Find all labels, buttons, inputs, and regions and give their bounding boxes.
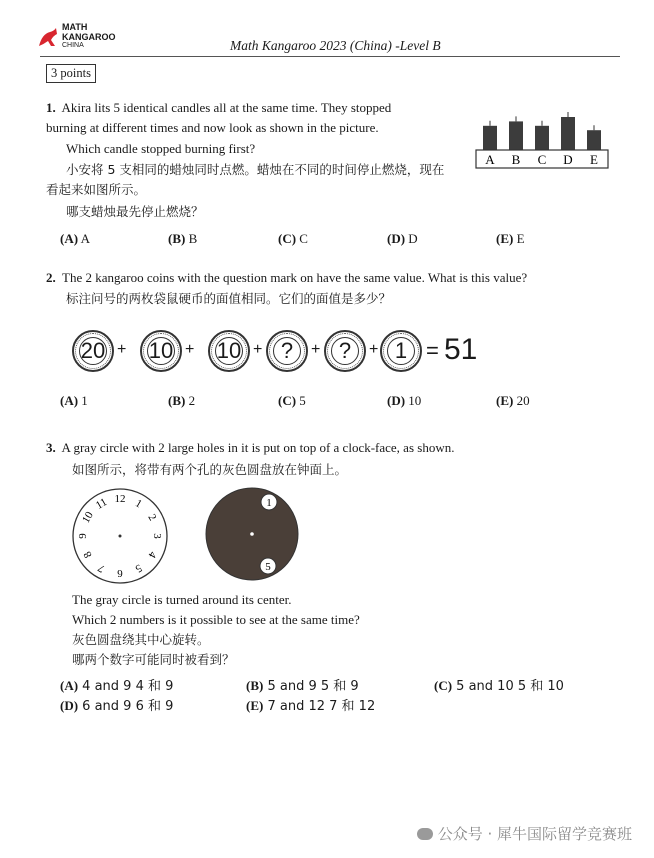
option-letter: (E) bbox=[246, 698, 264, 713]
candle-b bbox=[509, 121, 523, 150]
disk-hole-1 bbox=[261, 494, 277, 510]
logo-text-math: MATH bbox=[62, 22, 88, 32]
q2-option-a[interactable] bbox=[60, 393, 88, 409]
option-letter: (C) bbox=[278, 393, 297, 408]
coin-value: ? bbox=[273, 337, 301, 365]
candle-label-d: D bbox=[563, 152, 573, 167]
coin-20 bbox=[72, 330, 114, 372]
option-letter: (B) bbox=[168, 231, 186, 246]
option-text: 6 and 9 6 和 9 bbox=[78, 699, 174, 714]
candle-label-b: B bbox=[511, 152, 521, 167]
coin-value: 1 bbox=[387, 337, 415, 365]
coin-value: 10 bbox=[216, 338, 242, 363]
q2-en-line1: The 2 kangaroo coins with the question mark on have the same value. What is this value? bbox=[62, 270, 528, 285]
watermark-text: 公众号 · 犀牛国际留学竞赛班 bbox=[437, 825, 632, 843]
clock-number-5: 5 bbox=[133, 561, 144, 575]
coin-10 bbox=[208, 330, 250, 372]
watermark bbox=[417, 823, 632, 844]
coin-10 bbox=[140, 330, 182, 372]
q3-cn-line3: 哪两个数字可能同时被看到？ bbox=[72, 652, 235, 667]
page-title: Math Kangaroo 2023 (China) -Level B bbox=[230, 38, 441, 53]
candle-label-e: E bbox=[590, 152, 598, 167]
q1-option-a[interactable] bbox=[60, 231, 90, 247]
q1-en-line1: Akira lits 5 identical candles all at the same time. They stopped bbox=[61, 100, 392, 115]
clock-number-7: 7 bbox=[96, 561, 107, 575]
q3-option-c[interactable] bbox=[434, 678, 564, 695]
q3-line1 bbox=[46, 440, 454, 456]
points-label: 3 points bbox=[46, 64, 96, 83]
option-letter: (A) bbox=[60, 678, 79, 693]
clock-face-figure bbox=[68, 486, 172, 586]
q3-en-line1: A gray circle with 2 large holes in it is put on top of a clock-face, as shown. bbox=[61, 440, 455, 455]
coin-1 bbox=[380, 330, 422, 372]
clock-number-8: 8 bbox=[81, 549, 95, 560]
option-text: A bbox=[78, 231, 90, 246]
q1-cn-line2: 看起来如图所示。 bbox=[46, 182, 147, 197]
option-letter: (C) bbox=[278, 231, 297, 246]
plus-sign: + bbox=[253, 341, 263, 358]
q2-option-c[interactable] bbox=[278, 393, 306, 409]
q1-line1 bbox=[46, 100, 391, 116]
q3-en-line3: Which 2 numbers is it possible to see at the same time? bbox=[72, 612, 360, 627]
coin-value: ? bbox=[331, 337, 359, 365]
option-letter: (D) bbox=[387, 231, 406, 246]
option-text: 5 and 10 5 和 10 bbox=[452, 679, 564, 694]
q1-en-line2: burning at different times and now look as shown in the picture. bbox=[46, 120, 379, 135]
clock-number-3: 3 bbox=[151, 533, 163, 539]
option-text: 5 bbox=[296, 393, 306, 408]
option-text: 5 and 9 5 和 9 bbox=[263, 679, 359, 694]
equals-sign: = bbox=[426, 338, 439, 363]
candle-label-a: A bbox=[485, 152, 495, 167]
logo-text-kangaroo: KANGAROO bbox=[62, 32, 116, 42]
q3-number: 3. bbox=[46, 440, 56, 455]
svg-text:5: 5 bbox=[265, 561, 271, 573]
plus-sign: + bbox=[117, 341, 127, 358]
option-letter: (E) bbox=[496, 231, 514, 246]
candle-d bbox=[561, 117, 575, 150]
q2-option-b[interactable] bbox=[168, 393, 195, 409]
candles-figure bbox=[474, 100, 614, 172]
q1-option-d[interactable] bbox=[387, 231, 418, 247]
plus-sign: + bbox=[369, 341, 379, 358]
option-letter: (B) bbox=[168, 393, 186, 408]
coin-unknown bbox=[266, 330, 308, 372]
clock-number-9: 9 bbox=[77, 533, 89, 539]
coin-value: 10 bbox=[148, 338, 174, 363]
q1-option-c[interactable] bbox=[278, 231, 308, 247]
gray-disk-figure bbox=[204, 486, 300, 582]
logo bbox=[36, 22, 126, 54]
svg-text:1: 1 bbox=[266, 497, 272, 509]
candle-label-c: C bbox=[537, 152, 547, 167]
q3-option-b[interactable] bbox=[246, 678, 359, 695]
clock-number-1: 1 bbox=[133, 497, 144, 511]
clock-number-10: 10 bbox=[80, 509, 96, 526]
option-letter: (B) bbox=[246, 678, 264, 693]
q3-cn-line1: 如图所示，将带有两个孔的灰色圆盘放在钟面上。 bbox=[72, 462, 348, 477]
q3-en-line2: The gray circle is turned around its center. bbox=[72, 592, 292, 607]
q1-cn-line1: 小安将 5 支相同的蜡烛同时点燃。蜡烛在不同的时间停止燃烧，现在 bbox=[66, 162, 445, 177]
clock-number-11: 11 bbox=[93, 496, 110, 512]
q1-number: 1. bbox=[46, 100, 56, 115]
q3-option-e[interactable] bbox=[246, 698, 375, 715]
q2-option-e[interactable] bbox=[496, 393, 530, 409]
option-text: E bbox=[513, 231, 525, 246]
q1-option-b[interactable] bbox=[168, 231, 197, 247]
sum-total: 51 bbox=[444, 333, 478, 366]
plus-sign: + bbox=[311, 341, 321, 358]
candle-a bbox=[483, 126, 497, 150]
option-text: 1 bbox=[78, 393, 88, 408]
coin-unknown bbox=[324, 330, 366, 372]
logo-text-china: CHINA bbox=[62, 42, 84, 49]
header-divider bbox=[40, 56, 620, 57]
candle-e bbox=[587, 130, 601, 150]
kangaroo-logo-icon bbox=[36, 26, 60, 50]
option-letter: (C) bbox=[434, 678, 453, 693]
option-text: 20 bbox=[513, 393, 530, 408]
q2-option-d[interactable] bbox=[387, 393, 421, 409]
option-text: D bbox=[405, 231, 418, 246]
option-text: B bbox=[185, 231, 198, 246]
disk-hole-5 bbox=[260, 558, 276, 574]
q1-cn-line3: 哪支蜡烛最先停止燃烧？ bbox=[66, 204, 204, 219]
option-letter: (D) bbox=[387, 393, 406, 408]
q1-option-e[interactable] bbox=[496, 231, 525, 247]
option-letter: (E) bbox=[496, 393, 514, 408]
wechat-icon bbox=[417, 828, 433, 840]
plus-sign: + bbox=[185, 341, 195, 358]
option-letter: (A) bbox=[60, 393, 79, 408]
q3-option-a[interactable] bbox=[60, 678, 173, 695]
q1-en-line3: Which candle stopped burning first? bbox=[66, 141, 256, 156]
option-text: 2 bbox=[185, 393, 196, 408]
clock-number-2: 2 bbox=[145, 512, 159, 523]
q3-cn-line2: 灰色圆盘绕其中心旋转。 bbox=[72, 632, 210, 647]
option-text: 4 and 9 4 和 9 bbox=[78, 679, 174, 694]
option-text: 7 and 12 7 和 12 bbox=[263, 699, 376, 714]
coin-value: 20 bbox=[80, 338, 106, 363]
q2-cn-line1: 标注问号的两枚袋鼠硬币的面值相同。它们的面值是多少？ bbox=[66, 291, 392, 306]
q3-option-d[interactable] bbox=[60, 698, 173, 715]
q2-number: 2. bbox=[46, 270, 56, 285]
option-text: C bbox=[296, 231, 308, 246]
option-letter: (A) bbox=[60, 231, 79, 246]
clock-number-4: 4 bbox=[145, 549, 159, 560]
option-text: 10 bbox=[405, 393, 422, 408]
clock-number-12: 12 bbox=[114, 493, 126, 505]
candle-c bbox=[535, 126, 549, 150]
clock-number-6: 6 bbox=[117, 567, 123, 579]
option-letter: (D) bbox=[60, 698, 79, 713]
q2-line1 bbox=[46, 270, 527, 286]
